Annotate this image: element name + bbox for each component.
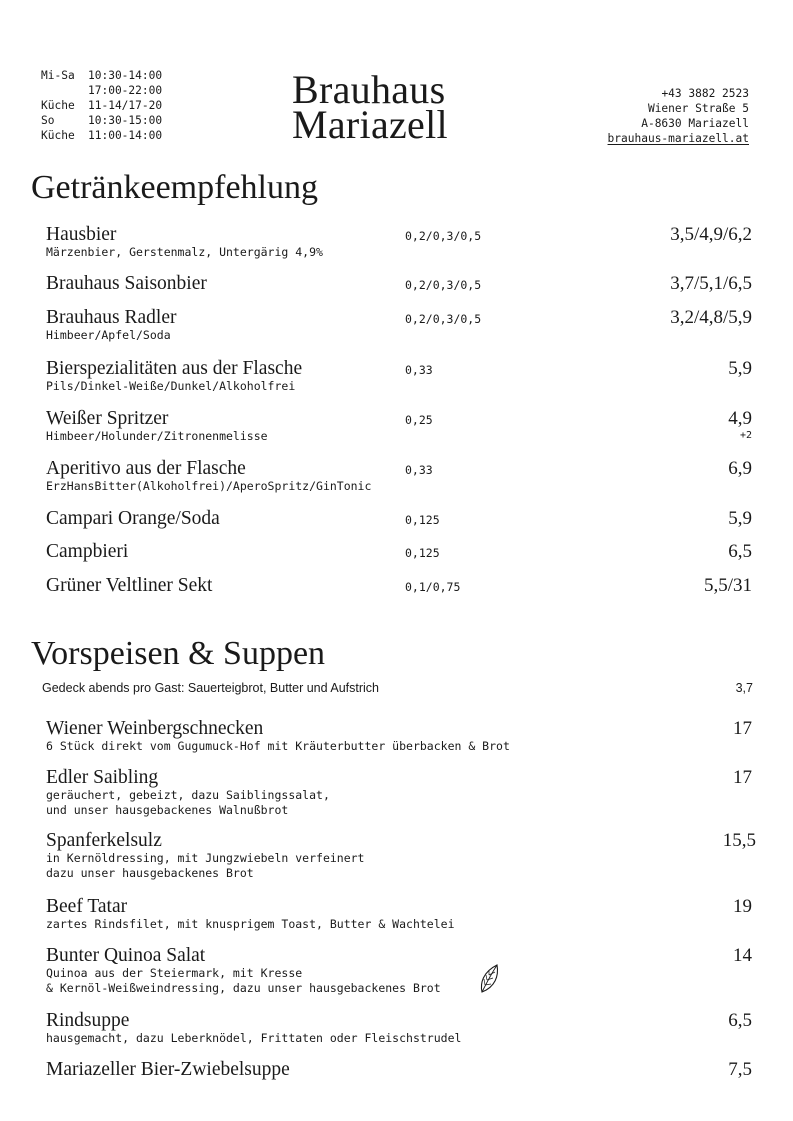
item-price: 17 — [733, 718, 752, 739]
menu-item: Campbieri 0,125 6,5 — [46, 541, 752, 562]
website-link[interactable]: brauhaus-mariazell.at — [607, 132, 749, 145]
contact-info — [608, 86, 749, 146]
gedeck-line: Gedeck abends pro Gast: Sauerteigbrot, Butter und Aufstrich 3,7 — [42, 681, 753, 695]
hours-row: So 10:30-15:00 — [41, 114, 163, 127]
menu-item: Wiener Weinbergschnecken 6 Stück direkt vom Gugumuck-Hof mit Kräuterbutter überbacken & Brot 17 — [46, 718, 752, 753]
item-size: 0,25 — [405, 413, 433, 427]
menu-item: Spanferkelsulz in Kernöldressing, mit Jungzwiebeln verfeinert dazu unser hausgebackenes Brot 15,5 — [46, 830, 756, 880]
item-price: 5,9 — [728, 508, 752, 529]
menu-item: Hausbier Märzenbier, Gerstenmalz, Untergärig 4,9% 0,2/0,3/0,5 3,5/4,9/6,2 — [46, 224, 752, 259]
city: A-8630 Mariazell — [641, 117, 749, 130]
item-size: 0,1/0,75 — [405, 580, 461, 594]
item-size: 0,125 — [405, 546, 440, 560]
menu-item: Grüner Veltliner Sekt 0,1/0,75 5,5/31 — [46, 575, 752, 596]
item-price: 14 — [733, 945, 752, 966]
hours-row: 17:00-22:00 — [88, 84, 163, 97]
item-price: 3,5/4,9/6,2 — [670, 224, 752, 245]
menu-item: Campari Orange/Soda 0,125 5,9 — [46, 508, 752, 529]
item-price: 6,9 — [728, 458, 752, 479]
item-size: 0,2/0,3/0,5 — [405, 312, 482, 326]
item-price: 5,5/31 — [703, 575, 752, 596]
item-price: 6,5 — [728, 1010, 752, 1031]
item-size: 0,33 — [405, 463, 433, 477]
street: Wiener Straße 5 — [647, 102, 749, 115]
item-price: 4,9 — [728, 408, 752, 429]
menu-item: Aperitivo aus der Flasche ErzHansBitter(Alkoholfrei)/AperoSpritz/GinTonic 0,33 6,9 — [46, 458, 752, 493]
section-title-drinks: Getränkeempfehlung — [31, 169, 318, 206]
item-price: 3,2/4,8/5,9 — [670, 307, 752, 328]
item-price-extra: +2 — [739, 430, 752, 441]
item-size: 0,2/0,3/0,5 — [405, 278, 482, 292]
gedeck-price: 3,7 — [735, 681, 753, 695]
item-price: 3,7/5,1/6,5 — [670, 273, 752, 294]
brand-logo: Brauhaus Mariazell — [292, 67, 448, 147]
menu-item: Bunter Quinoa Salat Quinoa aus der Steiermark, mit Kresse & Kernöl-Weißweindressing, dazu unser hausgebackenes Brot 14 — [46, 945, 752, 995]
menu-item: Rindsuppe hausgemacht, dazu Leberknödel, Frittaten oder Fleischstrudel 6,5 — [46, 1010, 752, 1045]
item-size: 0,2/0,3/0,5 — [405, 229, 482, 243]
menu-item: Mariazeller Bier-Zwiebelsuppe 7,5 — [46, 1059, 752, 1080]
menu-item: Beef Tatar zartes Rindsfilet, mit knusprigem Toast, Butter & Wachtelei 19 — [46, 896, 752, 931]
item-price: 19 — [733, 896, 752, 917]
vegetarian-leaf-icon — [478, 963, 500, 995]
hours-row: Mi-Sa 10:30-14:00 — [41, 69, 163, 82]
phone: +43 3882 2523 — [661, 87, 749, 100]
item-price: 6,5 — [728, 541, 752, 562]
section-title-starters: Vorspeisen & Suppen — [31, 635, 326, 672]
menu-item: Brauhaus Radler Himbeer/Apfel/Soda 0,2/0,3/0,5 3,2/4,8/5,9 — [46, 307, 752, 342]
menu-item: Bierspezialitäten aus der Flasche Pils/Dinkel-Weiße/Dunkel/Alkoholfrei 0,33 5,9 — [46, 358, 752, 393]
menu-item: Brauhaus Saisonbier 0,2/0,3/0,5 3,7/5,1/6,5 — [46, 273, 752, 294]
item-size: 0,33 — [405, 363, 433, 377]
hours-row: Küche 11-14/17-20 — [41, 99, 163, 112]
item-size: 0,125 — [405, 513, 440, 527]
item-price: 15,5 — [722, 830, 756, 851]
menu-item: Edler Saibling geräuchert, gebeizt, dazu Saiblingssalat, und unser hausgebackenes Walnußbrot 17 — [46, 767, 752, 817]
item-price: 17 — [733, 767, 752, 788]
menu-item: Weißer Spritzer Himbeer/Holunder/Zitronenmelisse 0,25 4,9 +2 — [46, 408, 752, 443]
item-price: 5,9 — [728, 358, 752, 379]
opening-hours — [41, 68, 162, 143]
hours-row: Küche 11:00-14:00 — [41, 129, 163, 142]
item-price: 7,5 — [728, 1059, 752, 1080]
